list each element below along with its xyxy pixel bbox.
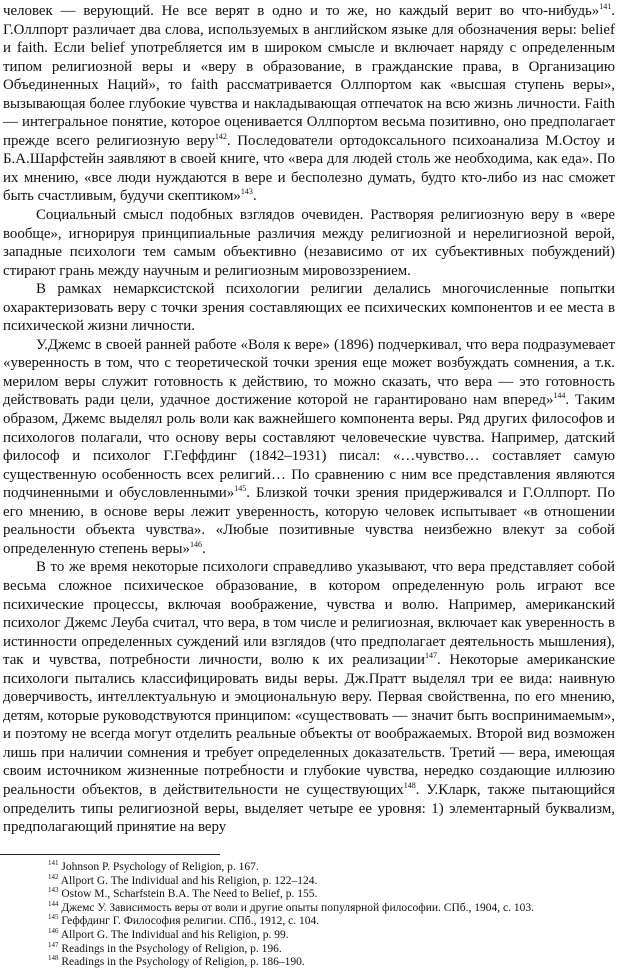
footnote-number: 148 xyxy=(48,954,59,963)
footnote-text: Allport G. The Individual and his Religion, p. 122–124. xyxy=(60,874,318,887)
footnote xyxy=(48,861,608,875)
footnote-reference: 143 xyxy=(240,187,253,197)
footnote-text: Johnson P. Psychology of Religion, p. 167. xyxy=(61,861,259,873)
text-run: человек — верующий. Не все верят в одно и то же, но каждый верит во что-нибудь» xyxy=(3,3,600,19)
text-run: . Г.Оллпорт различает два слова, используемых в английском языке для обозначения веры: belief и faith. Если belief употребляется им в широком смысле и включает наряду с определенным типом религиозной веры и «веру в образование, в гражданские права, в Организацию Объединенных Наций», то faith рассматривается Оллпортом как «высшая ступень веры», вызывающая более глубокие чувства и накладывающая отпечаток на всю жизнь личности. Faith — интегральное понятие, которое оценивается Оллпортом весьма позитивно, оно предполагает прежде всего религиозную веру xyxy=(3,3,615,149)
footnotes xyxy=(48,861,608,970)
footnote-text: Геффдинг Г. Философия религии. СПб., 1912, с. 104. xyxy=(61,915,320,928)
footnote-text: Readings in the Psychology of Religion, p. 186–190. xyxy=(61,956,305,969)
paragraph xyxy=(3,206,615,280)
footnote-text: Джемс У. Зависимость веры от воли и другие опыты популярной философии. СПб., 1904, с. 103. xyxy=(61,901,534,914)
footnote-number: 147 xyxy=(48,940,59,949)
text-run: . Близкой точки зрения придерживался и Г.Оллпорт. По его мнению, в основе веры лежит уверенность, которую человек испытывает «в отношении реальности объекта чувства». «Любые позитивные чувства неизбежно влекут за собой определенную степень веры» xyxy=(3,485,615,557)
footnote-number: 145 xyxy=(48,913,59,922)
footnote-reference: 144 xyxy=(553,391,566,401)
footnote-reference: 146 xyxy=(189,539,202,549)
footnote-reference: 148 xyxy=(403,781,416,790)
footnote-reference: 141 xyxy=(599,2,612,12)
footnote-number: 142 xyxy=(48,872,59,881)
text-run: Социальный смысл подобных взглядов очевиден. Растворяя религиозную веру в «вере вообще», игнорируя принципиальные различия между религиозной и нерелигиозной верой, западные психологи тем самым объективно (независимо от их субъективных побуждений) стирают грань между научным и религиозным мировоззрением. xyxy=(3,207,615,279)
text-run: . Последователи ортодоксального психоанализа М.Остоу и Б.А.Шарфстейн заявляют в своей книге, что «вера для людей столь же необходима, как еда». По их мнению, «все люди нуждаются в вере и бесполезно думать, будто кто-либо из нас сможет быть счастливым, будучи скептиком» xyxy=(3,132,615,205)
footnote-divider xyxy=(0,854,220,855)
footnote xyxy=(48,915,608,929)
paragraph xyxy=(3,280,615,336)
text-run: . У.Кларк, также пытающийся определить типы религиозной веры, выделяет четыре ее уровня: 1) элементарный буквализм, предполагающий принятие на веру xyxy=(3,781,616,836)
footnote-text: Allport G. The Individual and his Religion, p. 99. xyxy=(60,928,289,941)
footnote-number: 141 xyxy=(48,859,59,868)
footnote xyxy=(48,899,608,916)
footnote xyxy=(48,940,608,957)
main-text xyxy=(3,2,615,837)
footnote-reference: 147 xyxy=(424,651,437,661)
footnote xyxy=(48,956,608,970)
text-run: . Некоторые американские психологи пытались классифицировать виды веры. Дж.Пратт выделял три ее вида: наивную доверчивость, интеллектуальную и эмоциональную веру. Первая свойственна, по его мнению, детям, которые руководствуются принципом: «существовать — значит быть воспринимаемым», и поэтому не всегда могут отделить реальные объекты от воображаемых. Второй вид возможен лишь при наличии сомнения и требует определенных доказательств. Третий — вера, имеющая своим источником жизненные потребности и глубокие чувства, нередко создающие иллюзию реальности объектов, в действительности не существующих xyxy=(3,652,615,798)
text-run: У.Джемс в своей ранней работе «Воля к вере» (1896) подчеркивал, что вера подразумевает «уверенность в том, что с теоретической точки зрения еще может возбуждать сомнения, а т.к. мерилом веры служит готовность к действию, то можно сказать, что вера — это готовность действовать ради цели, удачное достижение которой не гарантировано нам вперед» xyxy=(3,336,615,409)
footnote-text: Ostow M., Scharfstein B.A. The Need to Belief, p. 155. xyxy=(61,888,318,901)
paragraph xyxy=(3,558,615,836)
text-run: . xyxy=(252,188,257,205)
footnote-number: 143 xyxy=(48,886,59,895)
text-run: . Таким образом, Джемс выделял роль воли как важнейшего компонента веры. Ряд других философов и психологов полагали, что основу веры составляют человеческие чувства. Например, датский философ и психолог Г.Геффдинг (1842–1931) писал: «…чувство… составляет самую существенную особенность всех религий… По сравнению с ним все представления являются подчиненными и обусловленными» xyxy=(3,392,616,502)
text-run: В то же время некоторые психологи справедливо указывают, что вера представляет собой весьма сложное психическое образование, в котором определенную роль играют все психические процессы, включая воображение, чувства и волю. Например, американский психолог Джемс Леуба считал, что вера, в том числе и религиозная, включает как уверенность в истинности определенных суждений или взглядов (что предполагает деятельность мышления), так и чувства, потребности личности, волю к их реализации xyxy=(3,559,615,669)
text-run: В рамках немарксистской психологии религии делались многочисленные попытки охарактеризовать веру с точки зрения составляющих ее психических компонентов и ее места в психической жизни личности. xyxy=(3,281,615,335)
footnote xyxy=(48,888,608,902)
paragraph xyxy=(3,336,615,559)
footnote-text: Readings in the Psychology of Religion, p. 196. xyxy=(61,942,282,955)
footnote xyxy=(48,872,608,889)
paragraph xyxy=(3,2,615,206)
footnote-reference: 145 xyxy=(234,484,247,494)
text-run: . xyxy=(201,540,206,557)
footnote xyxy=(48,929,608,943)
footnote-reference: 142 xyxy=(214,131,227,141)
footnote-number: 144 xyxy=(48,899,59,908)
footnote-number: 146 xyxy=(48,927,59,936)
